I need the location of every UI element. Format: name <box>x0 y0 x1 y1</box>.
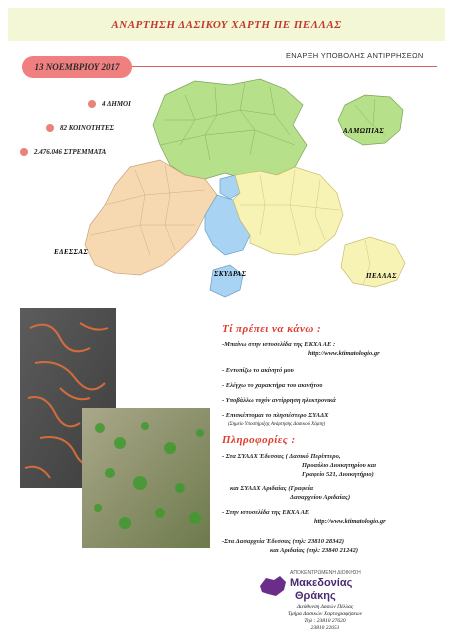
region-almopia-north <box>153 79 307 179</box>
whattodo-item-3: - Ελέγχω το χαρακτήρα του ακινήτου <box>222 382 323 389</box>
label-edessa: ΕΔΕΣΣΑΣ <box>54 248 89 256</box>
date-divider <box>132 66 437 67</box>
info-item-4 <box>222 537 447 555</box>
whattodo-item-2: - Εντοπίζω το ακίνητό μου <box>222 367 294 374</box>
footer-line: Διεύθυνση Δασών Πέλλας <box>296 604 354 610</box>
stat-label: 4 ΔΗΜΟΙ <box>102 100 131 108</box>
info-line: και Αριδαίας (τηλ: 23840 21242) <box>270 547 359 554</box>
item-note: (Σημείο Υποστήριξης Ανάρτησης Δασικού Χάρτη) <box>228 422 326 427</box>
date-text: 13 ΝΟΕΜΒΡΙΟΥ 2017 <box>34 62 120 72</box>
footer-line: Τηλ : 23810 27620 <box>304 618 346 624</box>
stat-label: 2.476.046 ΣΤΡΕΜΜΑΤΑ <box>34 148 107 156</box>
ktimatologio-link[interactable]: http://www.ktimatologio.gr <box>308 350 380 357</box>
subtitle: ΕΝΑΡΞΗ ΥΠΟΒΟΛΗΣ ΑΝΤΙΡΡΗΣΕΩΝ <box>286 51 424 60</box>
whattodo-item-5 <box>222 411 329 429</box>
footer-line: Τμήμα Δασικών Χαρτογραφήσεων <box>287 611 363 617</box>
satellite-photos <box>20 308 220 548</box>
info-item-2 <box>230 484 445 502</box>
footer-contact <box>255 604 395 632</box>
info-line: και ΣΥΑΔΧ Αριδαίας (Γραφεία <box>230 485 314 492</box>
info-line: -Στα Δασαρχεία Έδεσσας (τηλ: 23810 28342) <box>222 538 345 545</box>
info-line: Γραφείο 521, Διοικητήριο) <box>302 471 374 478</box>
info-line: Προαύλιο Διοικητηρίου και <box>302 462 377 469</box>
whattodo-item-1 <box>222 340 447 358</box>
macedonia-thrace-logo-icon <box>258 574 288 600</box>
item-text: -Μπαίνω στην ιστοσελίδα της ΕΚΧΑ ΑΕ : <box>222 341 336 348</box>
info-line: - Στα ΣΥΑΔΧ Έδεσσας ( Δασικό Περίπτερο, <box>222 453 341 460</box>
label-pella: ΠΕΛΛΑΣ <box>366 272 397 280</box>
whattodo-title: Τί πρέπει να κάνω : <box>222 323 322 335</box>
footer-line: 23810 22651 <box>310 625 340 631</box>
region-pella <box>233 167 343 255</box>
info-title: Πληροφορίες : <box>222 434 296 446</box>
info-item-1 <box>222 452 447 479</box>
label-almopia: ΑΛΜΩΠΙΑΣ <box>343 127 385 135</box>
logo-name-1: Μακεδονίας <box>290 577 353 589</box>
ktimatologio-link-2[interactable]: http://www.ktimatologio.gr <box>314 518 386 525</box>
item-text: - Επισκέπτομαι το πλησιέστερο ΣΥΑΔΧ <box>222 412 329 419</box>
region-almopia-east <box>338 95 403 145</box>
stat-label: 82 ΚΟΙΝΟΤΗΤΕΣ <box>60 124 115 132</box>
info-line: Δασαρχείου Αριδαίας) <box>290 494 351 501</box>
label-skydra: ΣΚΥΔΡΑΣ <box>214 270 247 278</box>
whattodo-item-4: - Υποβάλλω τυχόν αντίρρηση ηλεκτρονικά <box>222 397 336 404</box>
title-banner <box>8 8 445 41</box>
page-title: ΑΝΑΡΤΗΣΗ ΔΑΣΙΚΟΥ ΧΑΡΤΗ ΠΕ ΠΕΛΛΑΣ <box>111 18 342 31</box>
forest-map <box>45 75 435 310</box>
logo-top-text: ΑΠΟΚΕΝΤΡΩΜΕΝΗ ΔΙΟΙΚΗΣΗ <box>290 570 361 576</box>
bullet-dot <box>20 148 28 156</box>
logo-name-2: Θράκης <box>295 590 336 602</box>
info-item-3 <box>222 508 447 526</box>
region-edessa <box>85 160 217 275</box>
info-line: - Στην ιστοσελίδα της ΕΚΧΑ ΑΕ <box>222 509 310 516</box>
